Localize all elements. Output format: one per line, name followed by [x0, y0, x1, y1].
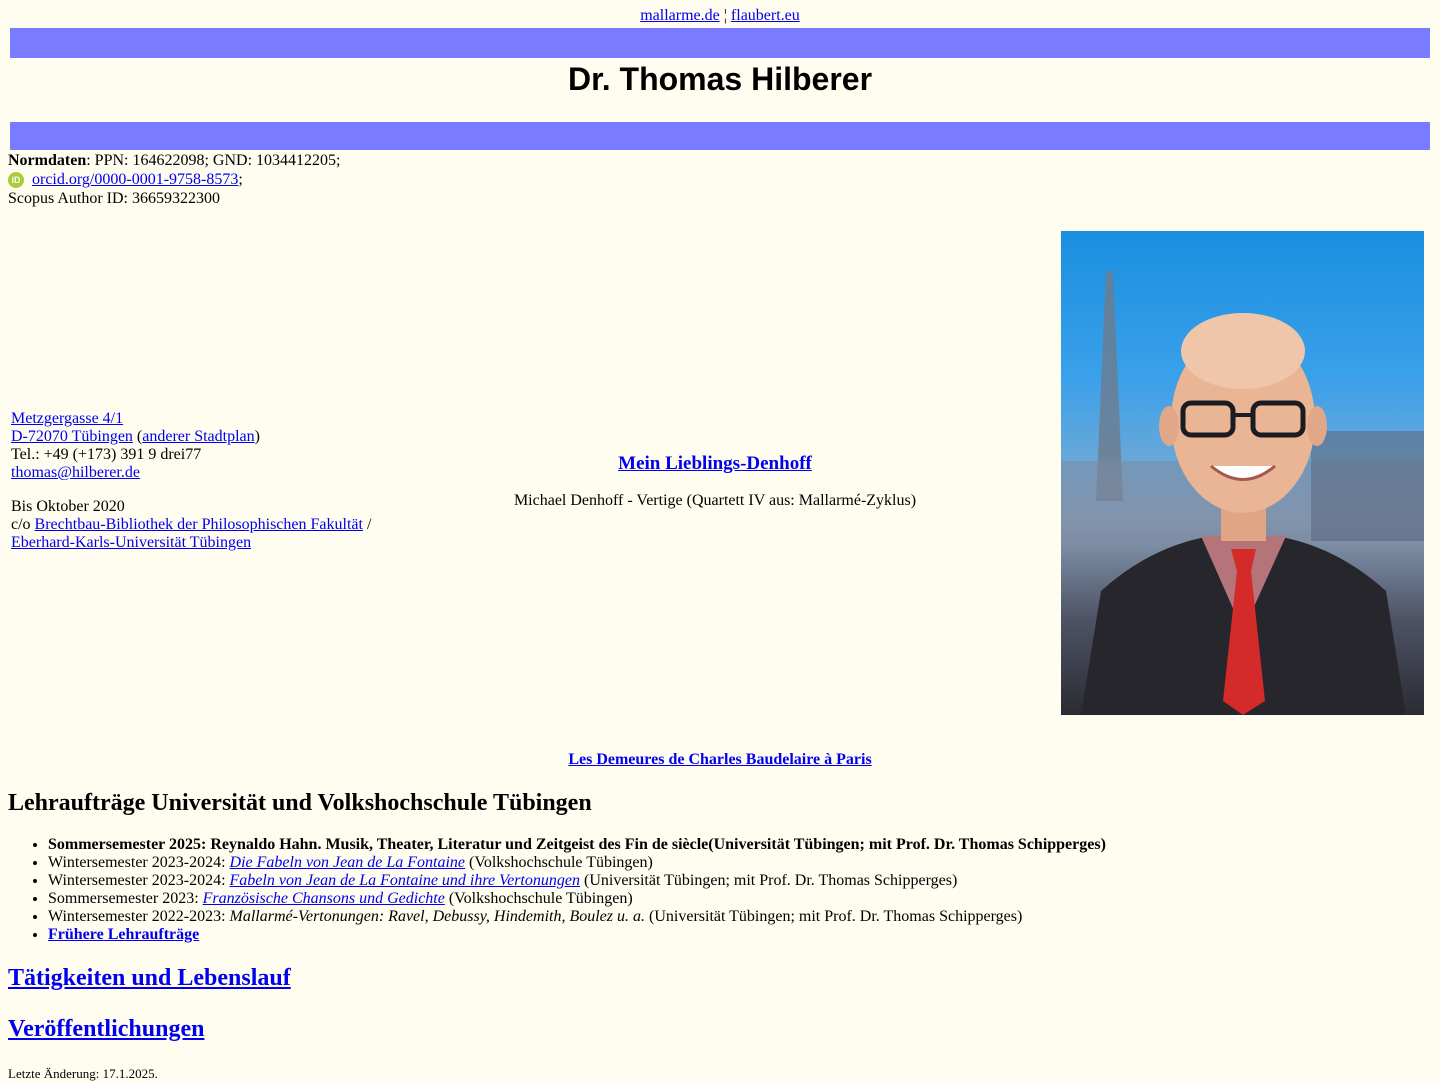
favorite-block: [430, 452, 1000, 511]
orcid-link[interactable]: orcid.org/0000-0001-9758-8573: [32, 171, 239, 188]
stadtplan-link[interactable]: anderer Stadtplan: [142, 428, 255, 445]
course-semester: Wintersemester 2023-2024:: [48, 872, 230, 889]
university-link[interactable]: Eberhard-Karls-Universität Tübingen: [11, 534, 252, 551]
course-semester: Wintersemester 2022-2023:: [48, 908, 230, 925]
baudelaire-link[interactable]: Les Demeures de Charles Baudelaire à Paris: [568, 751, 872, 768]
course-institution: (Volkshochschule Tübingen): [465, 854, 653, 871]
list-item: [48, 890, 1106, 908]
course-link[interactable]: Französische Chansons und Gedichte: [202, 890, 445, 907]
course-list: [8, 836, 1106, 944]
address-block: [11, 410, 371, 552]
course-institution: (Volkshochschule Tübingen): [444, 890, 633, 907]
until-date: Bis Oktober 2020: [11, 498, 125, 515]
normdaten-label: Normdaten: [8, 152, 87, 169]
paren-open: (: [132, 428, 143, 445]
mallarme-link[interactable]: mallarme.de: [640, 7, 720, 24]
favorite-denhoff-link[interactable]: Mein Lieblings-Denhoff: [618, 453, 812, 474]
header-band-top: [10, 28, 1430, 58]
course-institution: (Universität Tübingen; mit Prof. Dr. Thomas Schipperges): [645, 908, 1023, 925]
list-item: [48, 854, 1106, 872]
current-course: Sommersemester 2025: Reynaldo Hahn. Musik, Theater, Literatur und Zeitgeist des Fin de siècle(Universität Tübingen; mit Prof. Dr. Thomas Schipperges): [48, 836, 1106, 853]
course-institution: (Universität Tübingen; mit Prof. Dr. Thomas Schipperges): [579, 872, 958, 889]
scopus-id: Scopus Author ID: 36659322300: [8, 190, 220, 207]
header-band-bottom: [10, 122, 1430, 150]
portrait-photo: [1061, 231, 1424, 715]
top-links: [0, 7, 1440, 25]
normdaten-ids: : PPN: 164622098; GND: 1034412205;: [86, 152, 341, 169]
list-item: [48, 836, 1106, 854]
list-item: [48, 872, 1106, 890]
taetigkeiten-link[interactable]: Tätigkeiten und Lebenslauf: [8, 965, 291, 991]
street-link[interactable]: Metzgergasse 4/1: [11, 410, 124, 427]
slash: /: [362, 516, 372, 533]
course-link[interactable]: Fabeln von Jean de La Fontaine und ihre Vertonungen: [229, 872, 580, 889]
telephone: Tel.: +49 (+173) 391 9 drei77: [11, 446, 202, 463]
orcid-icon: iD: [8, 172, 24, 188]
co-label: c/o: [11, 516, 35, 533]
email-link[interactable]: thomas@hilberer.de: [11, 464, 140, 481]
orcid-suffix: ;: [238, 171, 243, 188]
library-link[interactable]: Brechtbau-Bibliothek der Philosophischen Fakultät: [34, 516, 363, 533]
list-item: [48, 926, 1106, 944]
flaubert-link[interactable]: flaubert.eu: [730, 7, 800, 24]
course-link[interactable]: Die Fabeln von Jean de La Fontaine: [229, 854, 466, 871]
list-item: [48, 908, 1106, 926]
last-change: Letzte Änderung: 17.1.2025.: [8, 1066, 158, 1081]
teaching-heading: Lehraufträge Universität und Volkshochschule Tübingen: [8, 790, 592, 816]
portrait-illustration: [1061, 231, 1424, 715]
normdaten-block: [8, 151, 340, 208]
earlier-courses-link[interactable]: Frühere Lehraufträge: [48, 926, 200, 943]
favorite-subtitle: Michael Denhoff - Vertige (Quartett IV aus: Mallarmé-Zyklus): [513, 492, 917, 509]
course-semester: Sommersemester 2023:: [48, 890, 203, 907]
course-semester: Wintersemester 2023-2024:: [48, 854, 230, 871]
page-title: Dr. Thomas Hilberer: [567, 61, 873, 97]
city-link[interactable]: D-72070 Tübingen: [11, 428, 133, 445]
paren-close: ): [254, 428, 260, 445]
course-title: Mallarmé-Vertonungen: Ravel, Debussy, Hindemith, Boulez u. a.: [229, 908, 646, 925]
veroeffentlichungen-link[interactable]: Veröffentlichungen: [8, 1016, 205, 1042]
link-separator: ¦: [719, 7, 731, 24]
